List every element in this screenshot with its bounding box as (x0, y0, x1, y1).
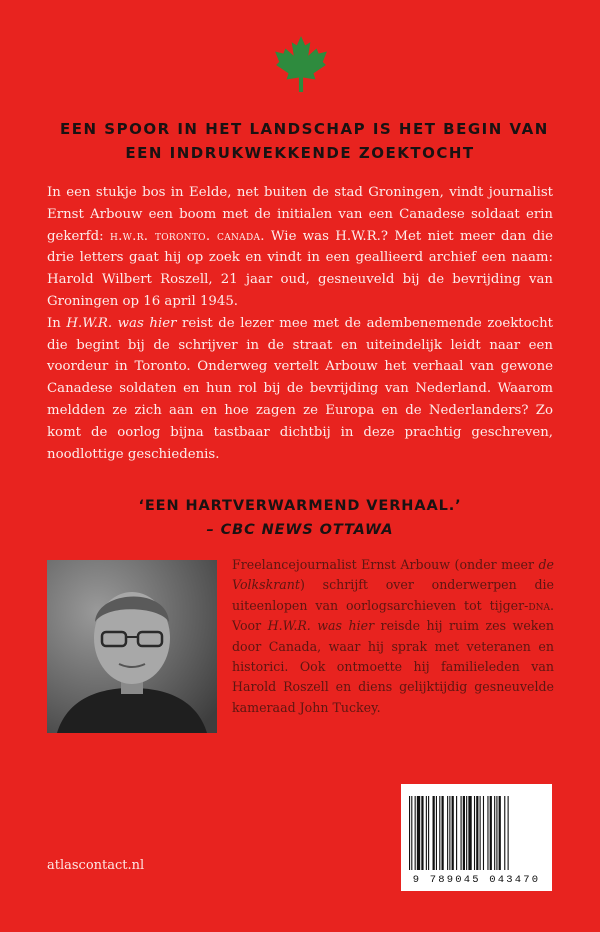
headline-line-1: EEN SPOOR IN HET LANDSCHAP IS HET BEGIN VAN (60, 120, 549, 138)
isbn-barcode (401, 784, 552, 891)
synopsis-paragraph-2 (47, 313, 553, 466)
bio-publication: de Volkskrant (232, 557, 554, 593)
quote-source: – CBC NEWS OTTAWA (206, 522, 394, 538)
author-portrait (47, 560, 217, 733)
author-bio (232, 555, 554, 718)
publisher-url: atlascontact.nl (47, 858, 145, 873)
maple-leaf-icon (275, 36, 327, 92)
bio-dna: dna (528, 597, 550, 613)
synopsis-book-title: H.W.R. was hier (66, 315, 177, 331)
headline-line-2: EEN INDRUKWEKKENDE ZOEKTOCHT (125, 144, 475, 162)
bio-text-c: . Voor (232, 597, 554, 634)
synopsis-paragraph-1 (47, 182, 553, 313)
bio-text-d: reisde hij ruim zes weken door Canada, waar hij sprak met veteranen en historici. Ook ontmoette hij familieleden van Harold Roszell en diens gelijktijdig gesneuvelde kameraad John Tuckey. (232, 618, 554, 715)
synopsis-p2-text-a: In (47, 315, 67, 331)
bio-text-b: ) schrijft over onderwerpen die uiteenlopen van oorlogsarchieven tot tijger- (232, 577, 554, 613)
barcode-bars (409, 796, 544, 870)
synopsis-p2-text-b: reist de lezer mee met de adembenemende zoektocht die begint bij de schrijver in de straat en uiteindelijk leidt naar een voordeur in Toronto. Onderweg vertelt Arbouw het verhaal van gewone Canadese soldaten en hun rol bij de bevrijding van Nederland. Waarom meldden ze zich aan en hoe zagen ze Europa en de Nederlanders? Zo komt de oorlog bijna tastbaar dichtbij in deze prachtig geschreven, noodlottige geschiedenis. (47, 315, 553, 462)
synopsis (47, 182, 553, 465)
synopsis-p1-inscription: h.w.r. toronto. canada (109, 228, 261, 244)
back-cover-headline (60, 117, 549, 165)
isbn-number: 9 789045 043470 (412, 874, 541, 886)
synopsis-p1-text-a: In een stukje bos in Eelde, net buiten de stad Groningen, vindt journalist Ernst Arbouw een boom met de initialen van een Canadese soldaat erin gekerfd: (47, 185, 553, 244)
synopsis-p1-text-b: . Wie was H.W.R.? Met niet meer dan die drie letters gaat hij op zoek en vindt in een geallieerd archief een naam: Harold Wilbert Roszell, 21 jaar oud, gesneuveld bij de bevrijding van Groningen op 16 april 1945. (47, 228, 553, 309)
review-quote (60, 494, 540, 542)
bio-book-title: H.W.R. was hier (267, 618, 375, 634)
bio-text-a: Freelancejournalist Ernst Arbouw (onder meer (232, 557, 539, 572)
quote-text: ‘EEN HARTVERWARMEND VERHAAL.’ (138, 498, 462, 514)
